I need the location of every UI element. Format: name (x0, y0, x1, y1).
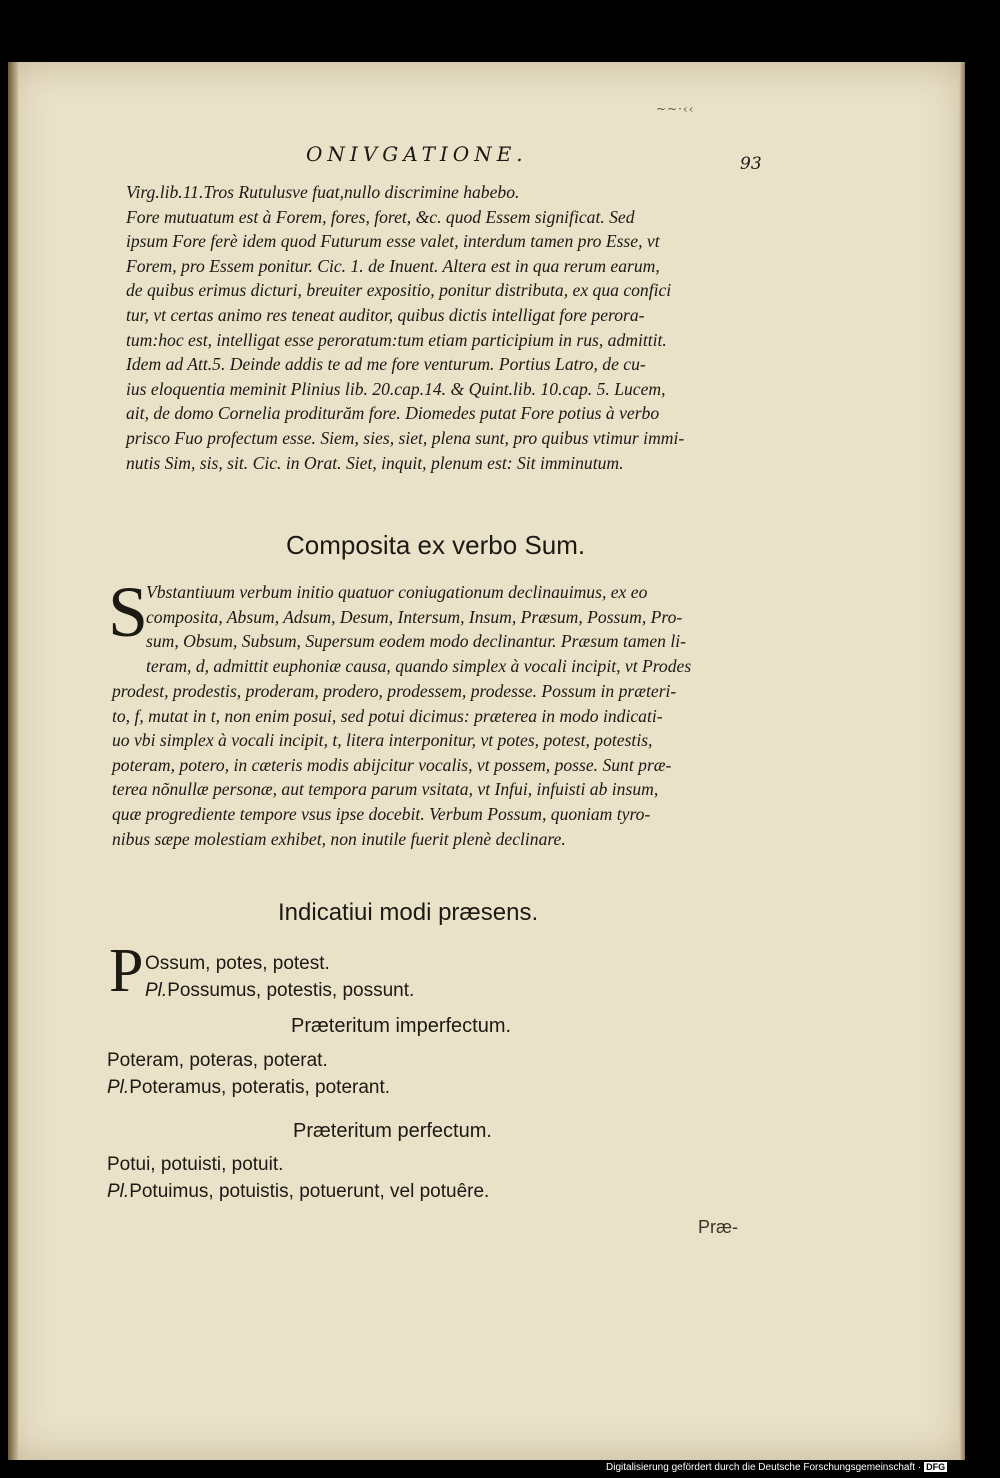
dfg-logo: DFG (926, 1462, 946, 1472)
text-line: tur, vt certas animo res teneat auditor, quibus dictis intelligat fore perora- (126, 304, 645, 325)
plural-label: Pl. (107, 1181, 130, 1202)
perfect-heading: Præteritum perfectum. (293, 1120, 492, 1142)
text-line: nutis Sim, sis, sit. Cic. in Orat. Siet, inquit, plenum est: Sit imminutum. (126, 452, 624, 473)
paragraph-fore (126, 180, 776, 475)
conjugation-line (145, 977, 414, 1004)
page-edge (959, 62, 965, 1460)
conjugation-line: Ossum, potes, potest. (145, 953, 330, 974)
text-line: tum:hoc est, intelligat esse peroratum:tum etiam participium in rus, admittit. (126, 329, 667, 350)
text-line: ius eloquentia meminit Plinius lib. 20.cap.14. & Quint.lib. 10.cap. 5. Lucem, (126, 378, 666, 399)
text-line: Idem ad Att.5. Deinde addis te ad me fore venturum. Portius Latro, de cu- (126, 354, 646, 375)
drop-cap-p: P (109, 937, 144, 1005)
catchword: Præ- (698, 1217, 738, 1237)
book-page (8, 62, 965, 1460)
plural-forms: Potuimus, potuistis, potuerunt, vel potuêre. (129, 1181, 490, 1202)
text-line: composita, Absum, Adsum, Desum, Intersum, Insum, Præsum, Possum, Pro- (146, 606, 683, 627)
text-line: quæ progrediente tempore vsus ipse docebit. Verbum Possum, quoniam tyro- (112, 803, 651, 824)
section-heading-composita: Composita ex verbo Sum. (286, 530, 586, 560)
text-line: nibus sæpe molestiam exhibet, non inutile fuerit plenè declinare. (112, 828, 566, 849)
conjugation-line (107, 1074, 390, 1101)
text-line: prisco Fuo profectum esse. Siem, sies, siet, plena sunt, pro quibus vtimur immi- (126, 427, 685, 448)
plural-forms: Poteramus, poteratis, poterant. (129, 1077, 391, 1098)
text-line: to, f, mutat in t, non enim posui, sed potui dicimus: præterea in modo indicati- (112, 705, 663, 726)
conjugation-line: Potui, potuisti, potuit. (107, 1154, 284, 1175)
text-line: Virg.lib.11.Tros Rutulusve fuat,nullo discrimine habebo. (126, 182, 520, 202)
conjugation-line: Poteram, poteras, poterat. (107, 1050, 328, 1071)
plural-label: Pl. (107, 1077, 130, 1098)
paragraph-composita-intro (146, 580, 776, 678)
credit-text: Digitalisierung gefördert durch die Deutsche Forschungsgemeinschaft · (606, 1462, 922, 1473)
text-line: Fore mutuatum est à Forem, fores, foret, &c. quod Essem significat. Sed (126, 206, 635, 227)
section-heading-indicatiui: Indicatiui modi præsens. (278, 899, 539, 926)
text-line: terea nõnullæ personæ, aut tempora parum vsitata, vt Infui, infuisti ab insum, (112, 779, 659, 800)
digitization-credit (606, 1462, 947, 1473)
present-forms (145, 950, 414, 1004)
plural-forms: Possumus, potestis, possunt. (167, 980, 415, 1001)
conjugation-line (107, 1178, 489, 1205)
text-line: ipsum Fore ferè idem quod Futurum esse valet, interdum tamen pro Esse, vt (126, 231, 660, 252)
page-number: 93 (740, 154, 762, 174)
running-title: ONIVGATIONE. (306, 142, 528, 166)
text-line: poteram, potero, in cæteris modis abijcitur vocalis, vt possem, posse. Sunt præ- (112, 754, 672, 775)
text-line: prodest, prodestis, proderam, prodero, prodessem, prodesse. Possum in præteri- (112, 681, 677, 701)
text-line: sum, Obsum, Subsum, Supersum eodem modo declinantur. Præsum tamen li- (146, 631, 687, 652)
text-line: ait, de domo Cornelia proditurăm fore. Diomedes putat Fore potius à verbo (126, 403, 660, 424)
text-line: teram, d, admittit euphoniæ causa, quando simplex à vocali incipit, vt Prodes (146, 655, 692, 676)
plural-label: Pl. (145, 980, 168, 1001)
text-line: Forem, pro Essem ponitur. Cic. 1. de Inuent. Altera est in qua rerum earum, (126, 255, 660, 276)
text-line: uo vbi simplex à vocali incipit, t, litera interponitur, vt potes, potest, potestis, (112, 730, 653, 751)
text-line: de quibus erimus dicturi, breuiter expositio, ponitur distributa, ex qua confici (126, 280, 672, 301)
imperfect-heading: Præteritum imperfectum. (291, 1015, 512, 1037)
paragraph-composita-rest (112, 679, 772, 851)
imperfect-forms (107, 1047, 390, 1101)
margin-mark: ~~·‹‹ (656, 102, 695, 116)
page-gutter (8, 62, 18, 1460)
perfect-forms (107, 1151, 489, 1205)
text-line: Vbstantiuum verbum initio quatuor coniugationum declinauimus, ex eo (146, 582, 648, 602)
drop-cap-s: S (108, 572, 149, 652)
